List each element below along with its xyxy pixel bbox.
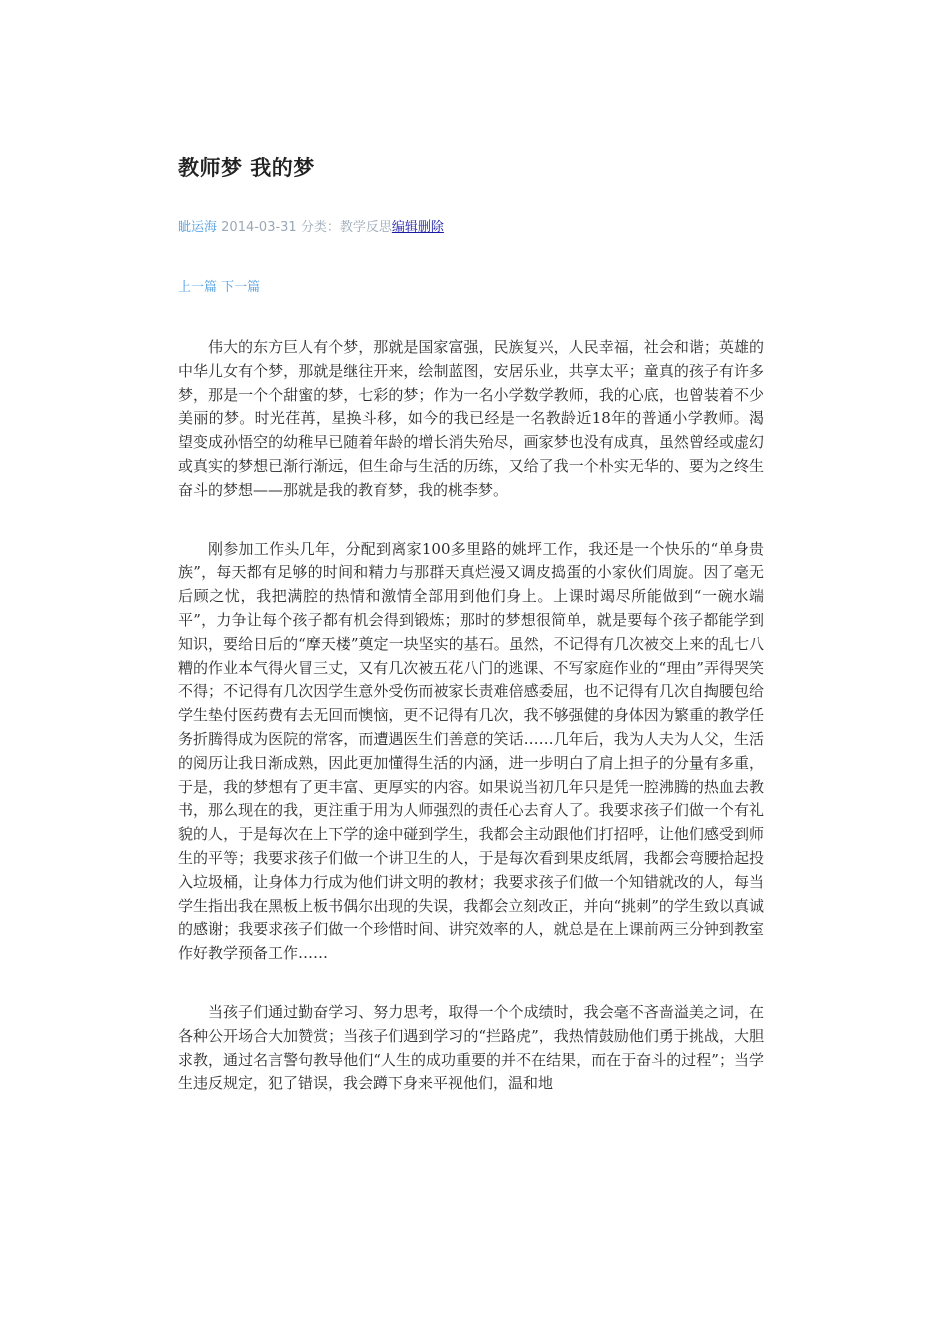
paragraph-3: 当孩子们通过勤奋学习、努力思考，取得一个个成绩时，我会毫不吝啬溢美之词，在各种公开场合大加赞赏；当孩子们遇到学习的“拦路虎”，我热情鼓励他们勇于挑战，大胆求教，通过名言警句教导他们“人生的成功重要的并不在结果，而在于奋斗的过程”；当学生违反规定，犯了错误，我会蹲下身来平视他们，温和地 bbox=[178, 1002, 764, 1093]
author-link[interactable]: 眦运海 bbox=[178, 220, 218, 235]
post-navigation bbox=[178, 279, 260, 297]
post-meta bbox=[178, 219, 444, 237]
post-category[interactable]: 分类：教学反思 bbox=[300, 220, 392, 235]
prev-post-link[interactable]: 上一篇 bbox=[178, 280, 218, 295]
delete-link[interactable]: 删除 bbox=[417, 220, 444, 235]
paragraph-2: 刚参加工作头几年，分配到离家100多里路的姚坪工作，我还是一个快乐的“单身贵族”，每天都有足够的时间和精力与那群天真烂漫又调皮捣蛋的小家伙们周旋。因了毫无后顾之忧，我把满腔的热情和激情全部用到他们身上。上课时竭尽所能做到“一碗水端平”，力争让每个孩子都有机会得到锻炼；那时的梦想很简单，就是要每个孩子都能学到知识，要给日后的“摩天楼”奠定一块坚实的基石。虽然，不记得有几次被交上来的乱七八糟的作业本气得火冒三丈，又有几次被五花八门的逃课、不写家庭作业的“理由”弄得哭笑不得；不记得有几次因学生意外受伤而被家长责难倍感委屈，也不记得有几次自掏腰包给学生垫付医药费有去无回而懊恼，更不记得有几次，我不够强健的身体因为繁重的教学任务折腾得成为医院的常客，而遭遇医生们善意的笑话……几年后，我为人夫为人父，生活的阅历让我日渐成熟，因此更加懂得生活的内涵，进一步明白了肩上担子的分量有多重，于是，我的梦想有了更丰富、更厚实的内容。如果说当初几年只是凭一腔沸腾的热血去教书，那么现在的我，更注重于用为人师强烈的责任心去育人了。我要求孩子们做一个有礼貌的人，于是每次在上下学的途中碰到学生，我都会主动跟他们打招呼，让他们感受到师生的平等；我要求孩子们做一个讲卫生的人，于是每次看到果皮纸屑，我都会弯腰拾起投入垃圾桶，让身体力行成为他们讲文明的教材；我要求孩子们做一个知错就改的人，每当学生指出我在黑板上板书偶尔出现的失误，我都会立刻改正，并向“挑刺”的学生致以真诚的感谢；我要求孩子们做一个珍惜时间、讲究效率的人，就总是在上课前两三分钟到教室作好教学预备工作…… bbox=[178, 539, 764, 963]
next-post-link[interactable]: 下一篇 bbox=[221, 280, 261, 295]
post-content bbox=[178, 336, 764, 1131]
edit-link[interactable]: 编辑 bbox=[391, 220, 418, 235]
paragraph-1: 伟大的东方巨人有个梦，那就是国家富强，民族复兴，人民幸福，社会和谐；英雄的中华儿女有个梦，那就是继往开来，绘制蓝图，安居乐业，共享太平；童真的孩子有许多梦，那是一个个甜蜜的梦，七彩的梦；作为一名小学数学教师，我的心底，也曾装着不少美丽的梦。时光荏苒，星换斗移，如今的我已经是一名教龄近18年的普通小学教师。渴望变成孙悟空的幼稚早已随着年龄的增长消失殆尽，画家梦也没有成真，虽然曾经或虚幻或真实的梦想已渐行渐远，但生命与生活的历练，又给了我一个朴实无华的、要为之终生奋斗的梦想——那就是我的教育梦，我的桃李梦。 bbox=[178, 338, 764, 499]
post-date: 2014-03-31 bbox=[221, 220, 297, 235]
post-title: 教师梦 我的梦 bbox=[178, 156, 315, 180]
